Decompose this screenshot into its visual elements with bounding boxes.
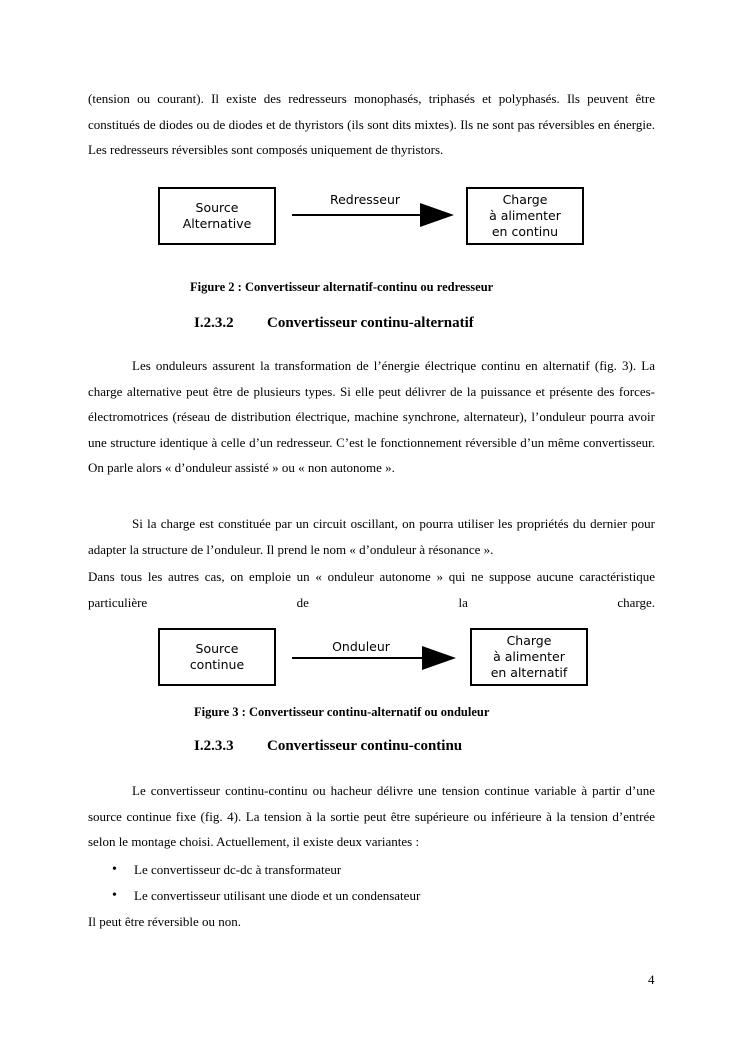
section-title: Convertisseur continu-continu xyxy=(267,738,463,754)
section-number: I.2.3.2 xyxy=(194,315,234,331)
page-number: 4 xyxy=(648,972,655,987)
figure-3-arrow-head-icon xyxy=(422,646,456,670)
figure-3-load-box: Charge à alimenter en alternatif xyxy=(470,628,588,686)
list-item: • Le convertisseur utilisant une diode et un condensateur xyxy=(88,883,655,909)
figure-3-source-box: Source continue xyxy=(158,628,276,686)
paragraph-resonance: Si la charge est constituée par un circuit oscillant, on pourra utiliser les propriétés du dernier pour adapter la structure de l’onduleur. Il prend le nom « d’onduleur à résonance ». xyxy=(88,516,655,557)
figure-2-load-box: Charge à alimenter en continu xyxy=(466,187,584,245)
section-number: I.2.3.3 xyxy=(194,738,234,754)
figure-2-caption: Figure 2 : Convertisseur alternatif-continu ou redresseur xyxy=(190,280,494,294)
section-title: Convertisseur continu-alternatif xyxy=(267,315,474,331)
figure-2-arrow-head-icon xyxy=(420,203,454,227)
variants-list xyxy=(88,857,655,909)
section-heading-i233 xyxy=(194,738,462,755)
paragraph-reversible: Il peut être réversible ou non. xyxy=(88,914,242,929)
section-heading-i232 xyxy=(194,315,474,332)
paragraph-autonomous: Dans tous les autres cas, on emploie un « onduleur autonome » qui ne suppose aucune caractéristique particulière de la charge. xyxy=(88,569,655,610)
figure-3-arrow-shaft xyxy=(292,657,424,659)
paragraph-choppers: Le convertisseur continu-continu ou hacheur délivre une tension continue variable à partir d’une source continue fixe (fig. 4). La tension à la sortie peut être supérieure ou inférieure à la tension d’entrée selon le montage choisi. Actuellement, il existe deux variantes : xyxy=(88,783,655,849)
figure-2-arrow-label: Redresseur xyxy=(329,192,401,207)
figure-3-caption: Figure 3 : Convertisseur continu-alternatif ou onduleur xyxy=(194,705,490,719)
figure-2-arrow-shaft xyxy=(292,214,422,216)
list-item: • Le convertisseur dc-dc à transformateur xyxy=(88,857,655,883)
figure-3-arrow-label: Onduleur xyxy=(332,639,390,654)
paragraph-rectifiers: (tension ou courant). Il existe des redresseurs monophasés, triphasés et polyphasés. Ils peuvent être constitués de diodes ou de diodes et de thyristors (ils sont dits mixtes). Ils ne sont pas réversibles en énergie. Les redresseurs réversibles sont composés uniquement de thyristors. xyxy=(88,91,655,157)
figure-2-source-box: Source Alternative xyxy=(158,187,276,245)
paragraph-inverters: Les onduleurs assurent la transformation de l’énergie électrique continu en alternatif (fig. 3). La charge alternative peut être de plusieurs types. Si elle peut délivrer de la puissance et présente des forces-électromotrices (réseau de distribution électrique, machine synchrone, alternateur), l’onduleur pourra avoir une structure identique à celle d’un redresseur. C’est le fonctionnement réversible d’un même convertisseur. On parle alors « d’onduleur assisté » ou « non autonome ». xyxy=(88,358,655,475)
